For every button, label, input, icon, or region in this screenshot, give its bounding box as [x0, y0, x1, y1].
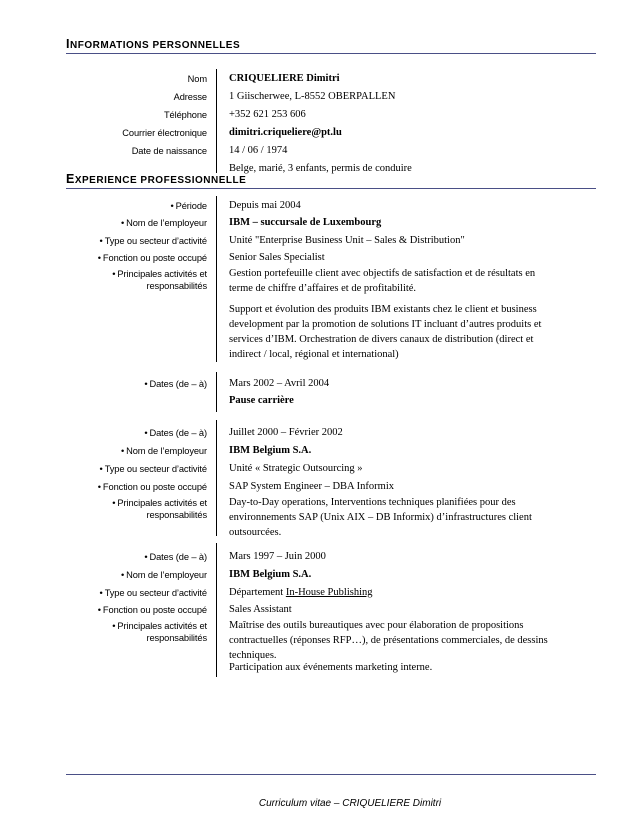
section-title-personal: INFORMATIONS PERSONNELLES	[66, 37, 241, 51]
label-employer: • Nom de l’employeur	[120, 218, 207, 228]
job-1-position: Senior Sales Specialist	[229, 252, 325, 263]
label-position: • Fonction ou poste occupé	[97, 482, 207, 492]
label-sector: • Type ou secteur d’activité	[99, 588, 207, 598]
job-3-dates: Juillet 2000 – Février 2002	[229, 427, 343, 438]
job-4-sector: Département In-House Publishing	[229, 587, 373, 598]
column-divider	[216, 69, 217, 173]
section-divider	[66, 188, 596, 189]
job-2-dates: Mars 2002 – Avril 2004	[229, 378, 330, 389]
value-birthdate: 14 / 06 / 1974	[229, 145, 288, 156]
label-name: Nom	[187, 74, 207, 84]
job-4-position: Sales Assistant	[229, 604, 292, 615]
column-divider	[216, 196, 217, 362]
job-3-duties: Day-to-Day operations, Interventions techniques planifiées pour des environnements SAP (Unix AIX – DB Informix) d’infrastructures client outsourcées.	[229, 497, 532, 538]
job-1-duties-1: Gestion portefeuille client avec objectifs de satisfaction et de résultats en terme de chiffre d’affaires et de profitabilité.	[229, 268, 536, 294]
column-divider	[216, 420, 217, 536]
label-duties: • Principales activités et responsabilités	[112, 621, 207, 643]
value-phone: +352 621 253 606	[229, 109, 306, 120]
job-4-duties-2: Participation aux événements marketing interne.	[229, 662, 433, 673]
value-personal-extra: Belge, marié, 3 enfants, permis de conduire	[229, 163, 412, 174]
department-link: In-House Publishing	[285, 587, 373, 598]
label-duties: • Principales activités et responsabilités	[112, 498, 207, 520]
label-position: • Fonction ou poste occupé	[97, 605, 207, 615]
value-name: CRIQUELIERE Dimitri	[229, 73, 340, 84]
label-employer: • Nom de l’employeur	[120, 446, 207, 456]
job-4-employer: IBM Belgium S.A.	[229, 569, 312, 580]
label-dates: • Dates (de – à)	[144, 552, 207, 562]
job-1-period: Depuis mai 2004	[229, 200, 301, 211]
job-1-duties-2: Support et évolution des produits IBM existants chez le client et business development par la promotion de solutions IT incluant d’autres produits et services d’IBM. Orchestration de divers canaux de distribution (direct et indirect / local, régional et international)	[229, 304, 542, 360]
job-1-employer: IBM – succursale de Luxembourg	[229, 217, 382, 228]
section-divider	[66, 53, 596, 54]
label-position: • Fonction ou poste occupé	[97, 253, 207, 263]
column-divider	[216, 543, 217, 677]
label-period: • Période	[170, 201, 207, 211]
label-birthdate: Date de naissance	[131, 146, 207, 156]
label-dates: • Dates (de – à)	[144, 379, 207, 389]
job-4-dates: Mars 1997 – Juin 2000	[229, 551, 326, 562]
column-divider	[216, 372, 217, 412]
job-3-position: SAP System Engineer – DBA Informix	[229, 481, 394, 492]
footer-divider	[66, 774, 596, 775]
value-email: dimitri.criqueliere@pt.lu	[229, 127, 342, 138]
label-duties: • Principales activités et responsabilités	[112, 269, 207, 291]
job-3-sector: Unité « Strategic Outsourcing »	[229, 463, 363, 474]
label-employer: • Nom de l’employeur	[120, 570, 207, 580]
label-phone: Téléphone	[163, 110, 207, 120]
label-address: Adresse	[173, 92, 207, 102]
job-2-note: Pause carrière	[229, 395, 294, 406]
label-sector: • Type ou secteur d’activité	[99, 464, 207, 474]
value-address: 1 Giischerwee, L-8552 OBERPALLEN	[229, 91, 396, 102]
page-footer: Curriculum vitae – CRIQUELIERE Dimitri	[258, 798, 442, 809]
section-title-experience: EXPERIENCE PROFESSIONNELLE	[66, 172, 247, 186]
job-1-sector: Unité "Enterprise Business Unit – Sales & Distribution"	[229, 235, 465, 246]
label-email: Courrier électronique	[122, 128, 207, 138]
label-sector: • Type ou secteur d’activité	[99, 236, 207, 246]
job-4-duties-1: Maîtrise des outils bureautiques avec pour élaboration de propositions contractuelles (réponses RFP…), de présentations commerciales, de dessins techniques.	[229, 620, 548, 661]
job-3-employer: IBM Belgium S.A.	[229, 445, 312, 456]
label-dates: • Dates (de – à)	[144, 428, 207, 438]
